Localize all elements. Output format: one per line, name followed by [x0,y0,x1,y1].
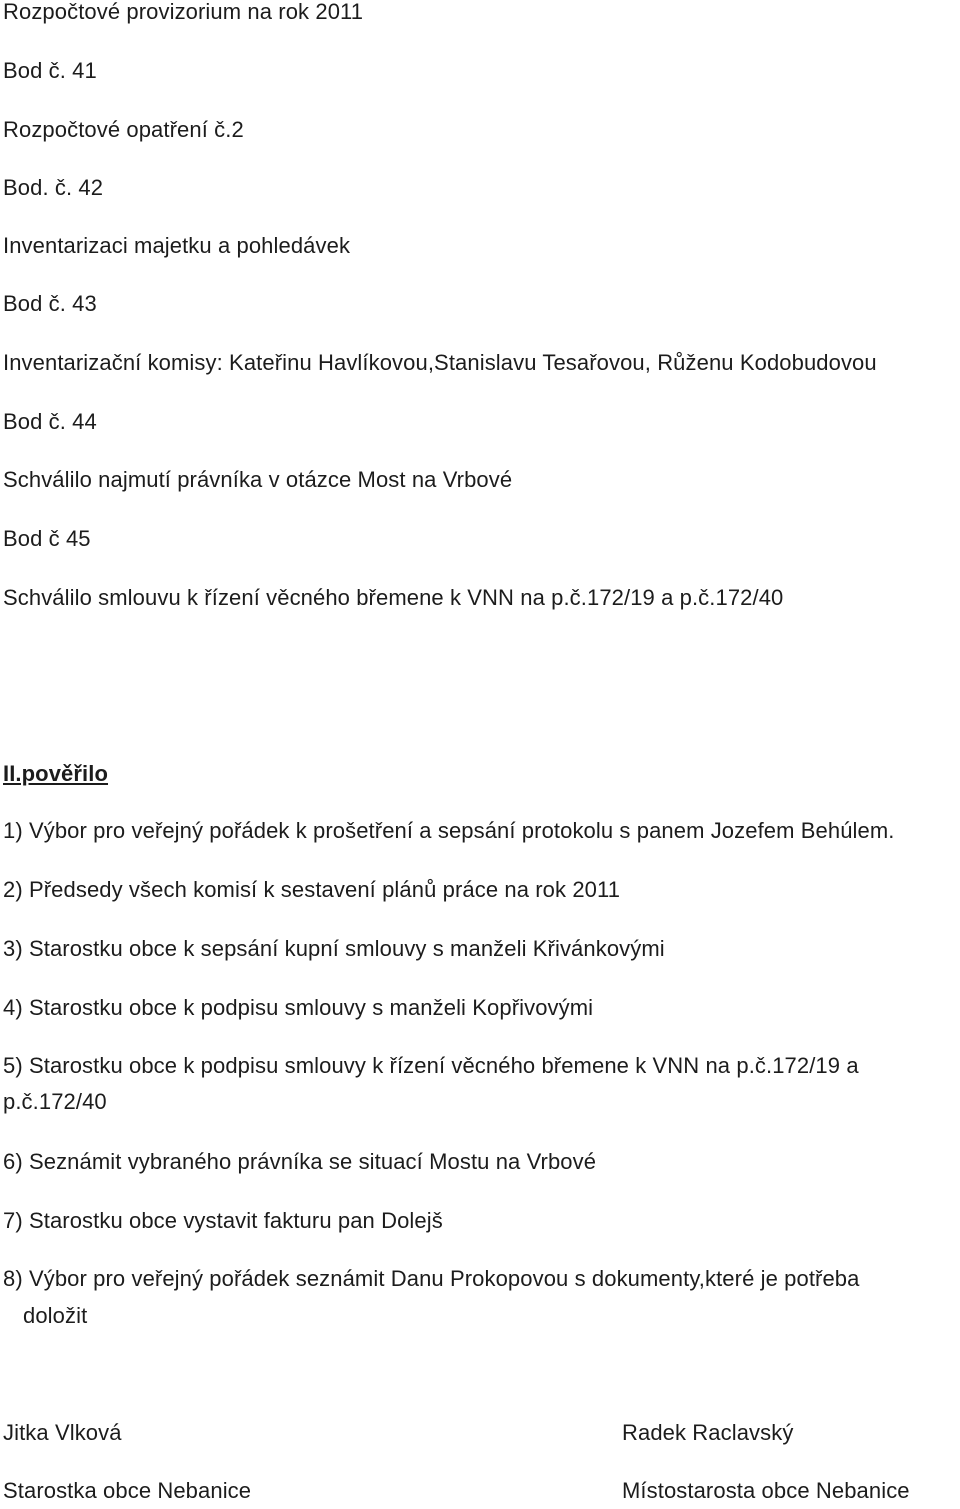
task-item: 4) Starostku obce k podpisu smlouvy s manželi Kopřivovými [3,995,594,1020]
section-heading: II.pověřilo [3,761,109,786]
text-line: Bod č 45 [3,526,91,551]
task-item: 5) Starostku obce k podpisu smlouvy k řízení věcného břemene k VNN na p.č.172/19 a [3,1053,859,1078]
signature-right-title: Místostarosta obce Nebanice [622,1478,910,1503]
task-item: 6) Seznámit vybraného právníka se situací Mostu na Vrbové [3,1149,597,1174]
text-line: Schválilo smlouvu k řízení věcného břemene k VNN na p.č.172/19 a p.č.172/40 [3,585,784,610]
text-line: Inventarizaci majetku a pohledávek [3,233,351,258]
text-line: Bod č. 41 [3,58,97,83]
text-line: Rozpočtové opatření č.2 [3,117,244,142]
task-item-continuation: doložit [23,1303,88,1328]
task-item: 7) Starostku obce vystavit fakturu pan Dolejš [3,1208,443,1233]
task-item: 2) Předsedy všech komisí k sestavení plánů práce na rok 2011 [3,877,621,902]
task-item: 8) Výbor pro veřejný pořádek seznámit Danu Prokopovou s dokumenty,které je potřeba [3,1266,860,1291]
text-line: Inventarizační komisy: Kateřinu Havlíkovou,Stanislavu Tesařovou, Růženu Kodobudovou [3,350,877,375]
text-line: Bod č. 43 [3,291,97,316]
signature-left-title: Starostka obce Nebanice [3,1478,252,1503]
task-item: 3) Starostku obce k sepsání kupní smlouvy s manželi Křivánkovými [3,936,665,961]
text-line: Bod. č. 42 [3,175,104,200]
task-item-continuation: p.č.172/40 [3,1089,107,1114]
text-line: Rozpočtové provizorium na rok 2011 [3,0,364,24]
signature-right-name: Radek Raclavský [622,1420,794,1445]
text-line: Bod č. 44 [3,409,97,434]
task-item: 1) Výbor pro veřejný pořádek k prošetření a sepsání protokolu s panem Jozefem Behúlem. [3,818,895,843]
text-line: Schválilo najmutí právníka v otázce Most na Vrbové [3,467,513,492]
signature-left-name: Jitka Vlková [3,1420,122,1445]
